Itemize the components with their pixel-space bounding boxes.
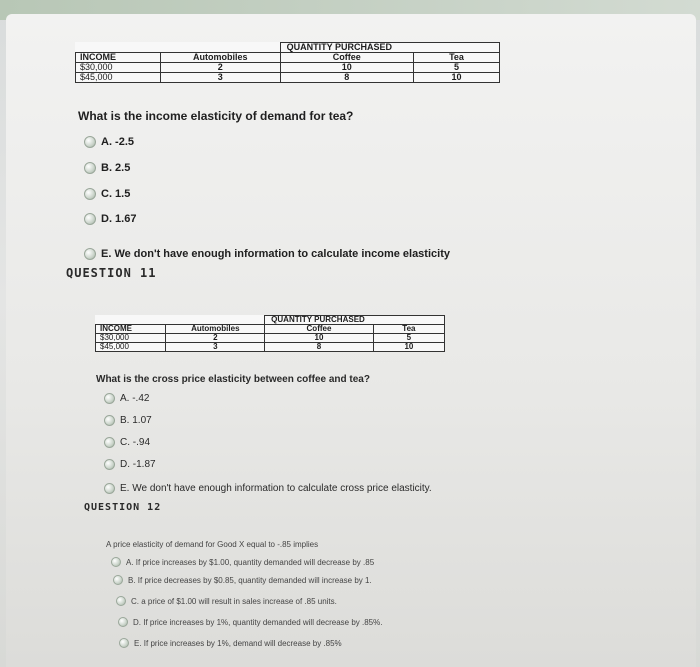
radio-button[interactable] (104, 437, 115, 448)
option-label: B. If price decreases by $0.85, quantity demanded will increase by 1. (128, 575, 372, 585)
option-label: A. -2.5 (101, 136, 135, 148)
radio-button[interactable] (84, 248, 96, 260)
radio-button[interactable] (111, 557, 121, 567)
cell: $45,000 (96, 343, 166, 352)
quantity-table-2 (95, 315, 445, 352)
radio-button[interactable] (84, 136, 96, 148)
answer-option-e[interactable] (119, 638, 342, 648)
radio-button[interactable] (104, 459, 115, 470)
cell: 10 (280, 63, 413, 73)
radio-button[interactable] (118, 617, 128, 627)
cell: 8 (265, 343, 374, 352)
question-12-title: QUESTION 12 (84, 502, 162, 513)
answer-option-a[interactable] (84, 136, 134, 148)
col-automobiles: Automobiles (160, 53, 280, 63)
table-header: QUANTITY PURCHASED (265, 316, 445, 325)
col-automobiles: Automobiles (166, 325, 265, 334)
radio-button[interactable] (116, 596, 126, 606)
answer-option-c[interactable] (104, 437, 150, 448)
answer-option-a[interactable] (111, 557, 374, 567)
answer-option-b[interactable] (113, 575, 372, 585)
cell: 10 (373, 343, 444, 352)
cell: $45,000 (76, 73, 161, 83)
option-label: B. 1.07 (120, 415, 152, 426)
option-label: D. 1.67 (101, 213, 137, 225)
answer-option-c[interactable] (116, 596, 337, 606)
quantity-table-1 (75, 42, 500, 83)
cell: $30,000 (96, 334, 166, 343)
answer-option-d[interactable] (104, 459, 156, 470)
col-tea: Tea (373, 325, 444, 334)
option-label: C. a price of $1.00 will result in sales increase of .85 units. (131, 596, 337, 606)
option-label: E. We don't have enough information to calculate income elasticity (101, 248, 450, 260)
col-income: INCOME (96, 325, 166, 334)
radio-button[interactable] (84, 188, 96, 200)
option-label: B. 2.5 (101, 162, 131, 174)
radio-button[interactable] (104, 483, 115, 494)
radio-button[interactable] (104, 393, 115, 404)
question-prompt: What is the income elasticity of demand for tea? (78, 109, 354, 123)
col-coffee: Coffee (280, 53, 413, 63)
option-label: E. We don't have enough information to calculate cross price elasticity. (120, 483, 432, 494)
option-label: A. If price increases by $1.00, quantity demanded will decrease by .85 (126, 557, 375, 567)
cell: $30,000 (76, 63, 161, 73)
radio-button[interactable] (104, 415, 115, 426)
option-label: A. -.42 (120, 393, 150, 404)
option-label: D. If price increases by 1%, quantity demanded will decrease by .85%. (133, 617, 383, 627)
cell: 10 (414, 73, 500, 83)
col-coffee: Coffee (265, 325, 374, 334)
cell: 10 (265, 334, 374, 343)
answer-option-e[interactable] (84, 248, 450, 260)
answer-option-b[interactable] (104, 415, 152, 426)
cell: 5 (414, 63, 500, 73)
cell: 8 (280, 73, 413, 83)
table-row (76, 63, 500, 73)
answer-option-c[interactable] (84, 188, 130, 200)
answer-option-b[interactable] (84, 162, 130, 174)
radio-button[interactable] (119, 638, 129, 648)
radio-button[interactable] (84, 213, 96, 225)
option-label: D. -1.87 (120, 459, 156, 470)
question-prompt: What is the cross price elasticity between coffee and tea? (96, 374, 370, 385)
option-label: E. If price increases by 1%, demand will decrease by .85% (134, 638, 342, 648)
answer-option-e[interactable] (104, 483, 432, 494)
table-row (76, 73, 500, 83)
answer-option-a[interactable] (104, 393, 149, 404)
answer-option-d[interactable] (118, 617, 382, 627)
cell: 2 (160, 63, 280, 73)
col-tea: Tea (414, 53, 500, 63)
radio-button[interactable] (113, 575, 123, 585)
table-row (96, 334, 445, 343)
table-header: QUANTITY PURCHASED (280, 43, 499, 53)
cell: 5 (373, 334, 444, 343)
question-11-title: QUESTION 11 (66, 266, 157, 280)
table-row (96, 343, 445, 352)
option-label: C. 1.5 (101, 188, 131, 200)
question-prompt: A price elasticity of demand for Good X equal to -.85 implies (106, 540, 319, 549)
radio-button[interactable] (84, 162, 96, 174)
cell: 2 (166, 334, 265, 343)
option-label: C. -.94 (120, 437, 151, 448)
cell: 3 (166, 343, 265, 352)
answer-option-d[interactable] (84, 213, 136, 225)
col-income: INCOME (76, 53, 161, 63)
cell: 3 (160, 73, 280, 83)
